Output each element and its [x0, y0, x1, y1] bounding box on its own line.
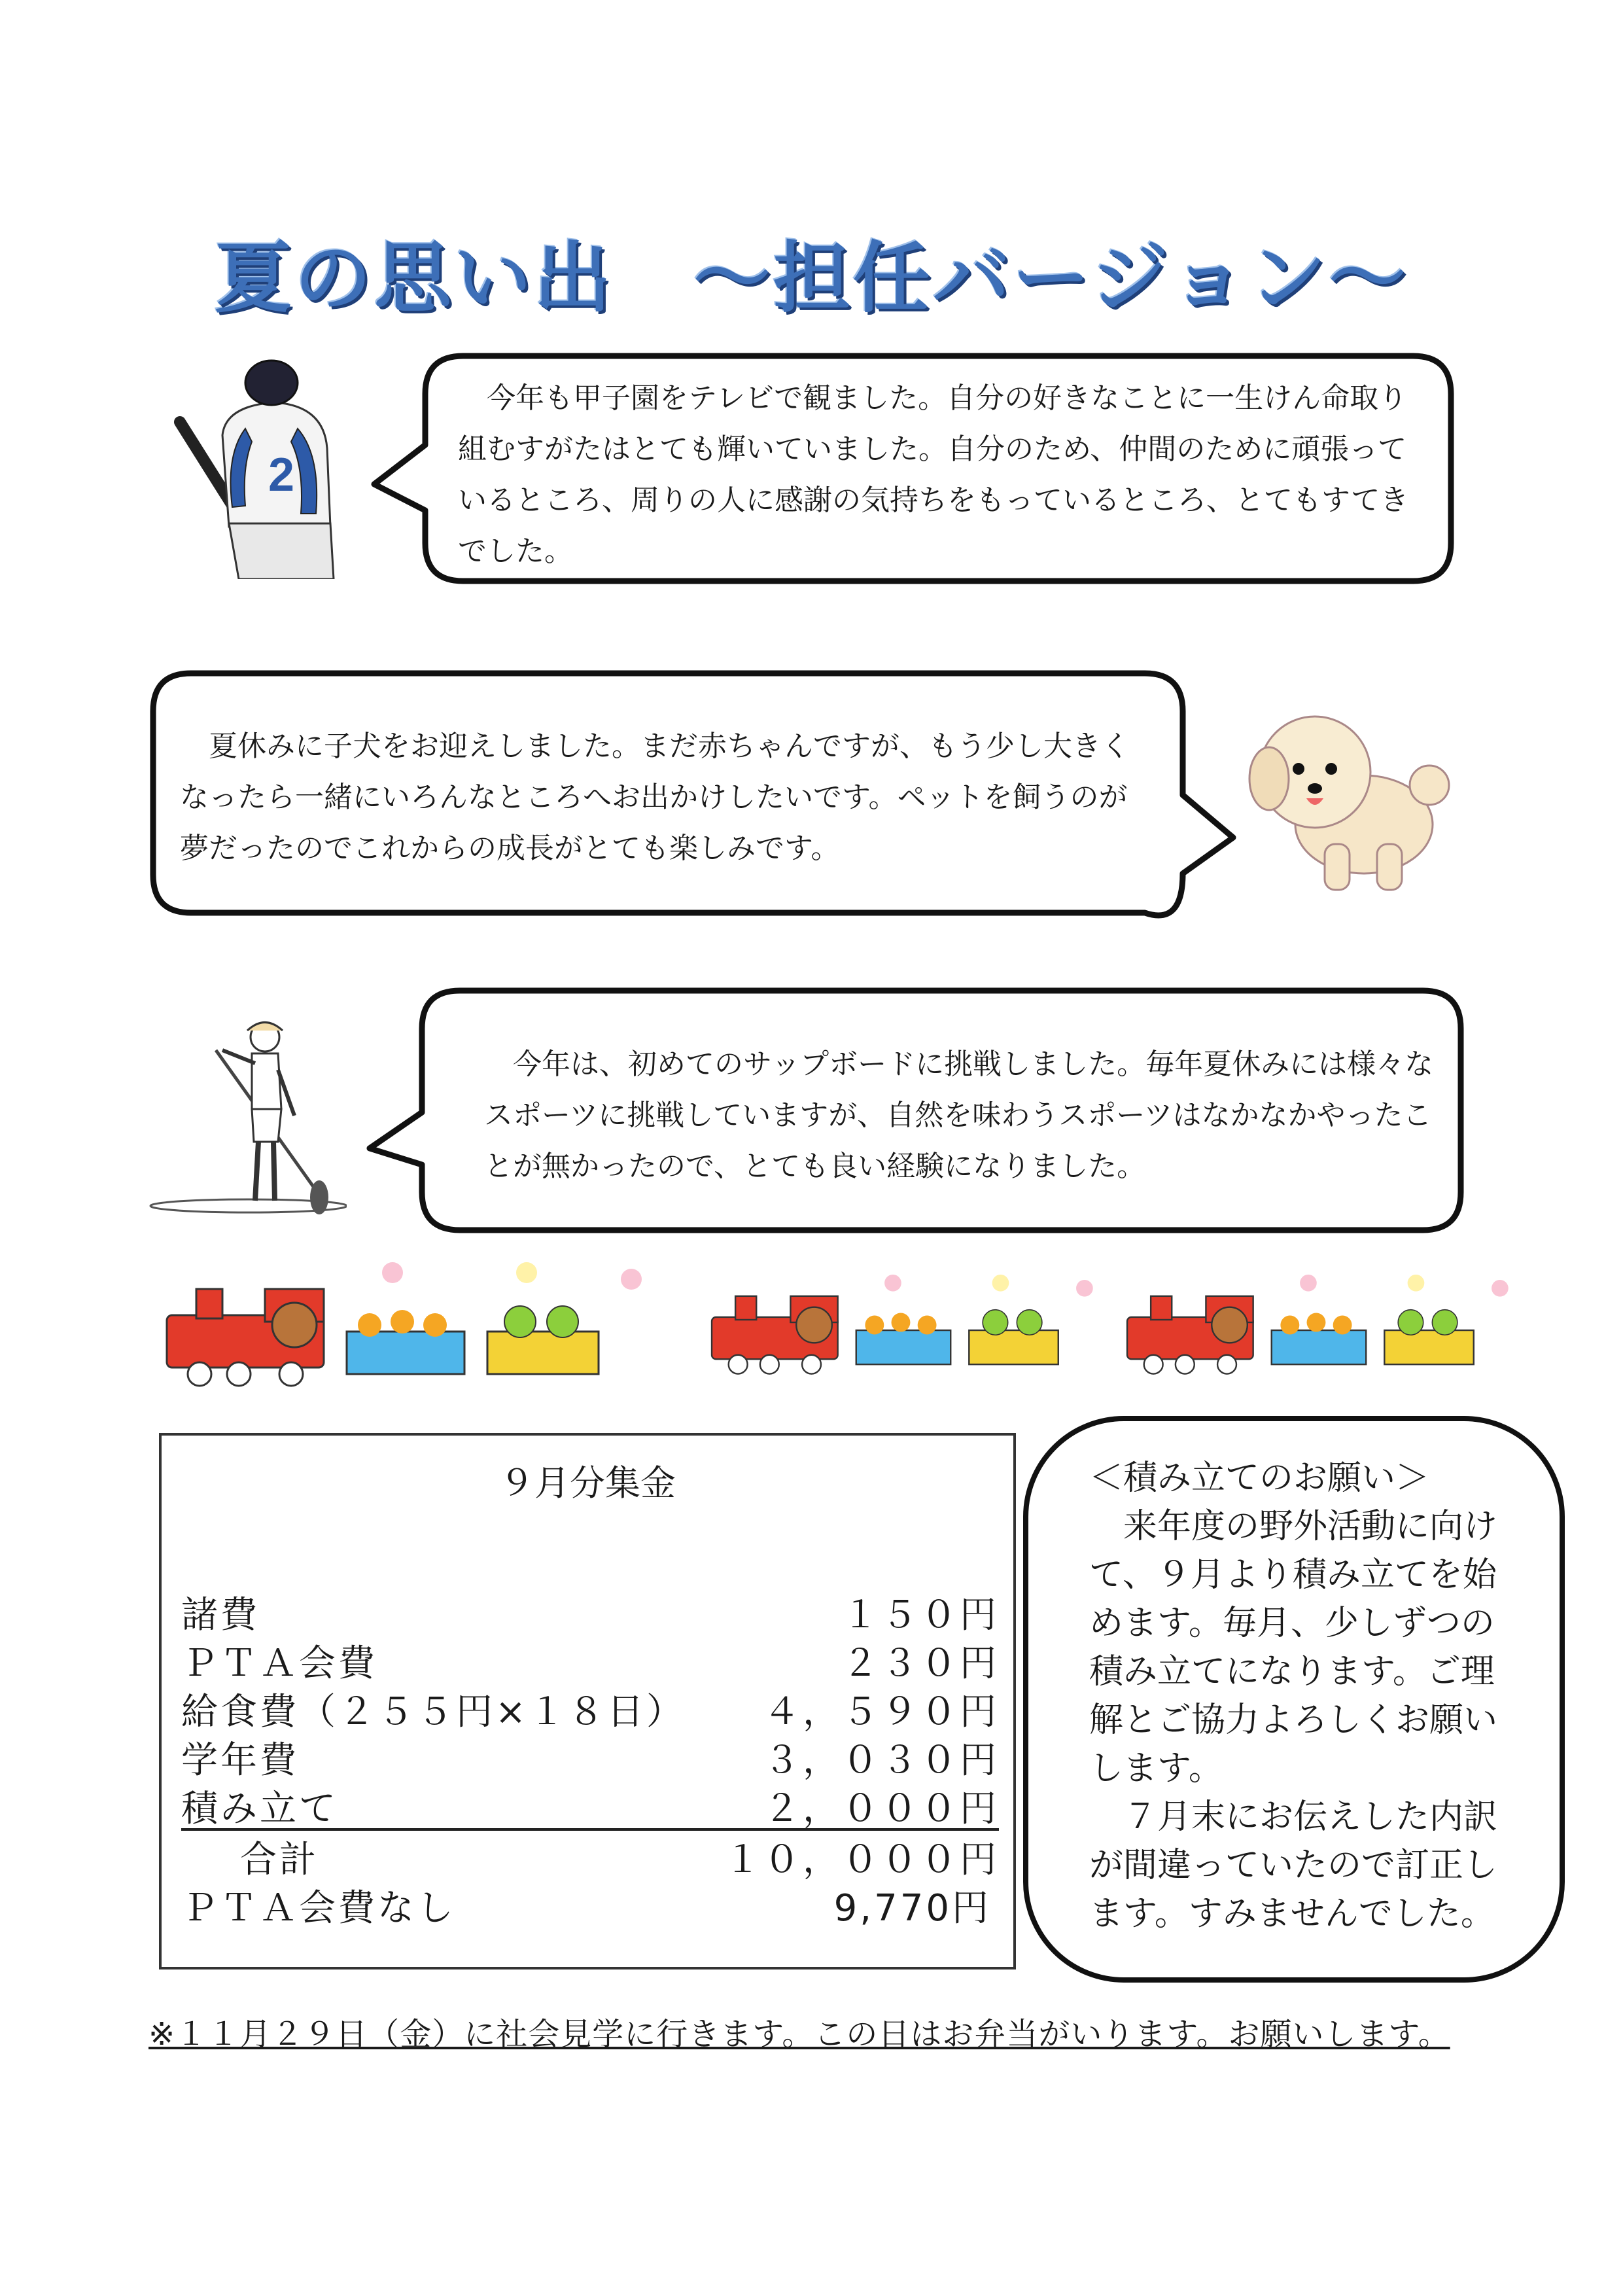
collection-total-row — [181, 1831, 999, 1879]
field-trip-note: ※１１月２９日（金）に社会見学に行きます。この日はお弁当がいります。お願いします。 — [148, 2016, 1450, 2053]
page-title: 夏の思い出 ～担任バージョン～ — [214, 233, 1409, 323]
row-label: ＰＴＡ会費 — [181, 1642, 377, 1685]
row-label: 積み立て — [181, 1788, 338, 1830]
row-label: 給食費（２５５円×１８日） — [181, 1691, 686, 1733]
collection-row — [181, 1586, 999, 1634]
collection-box — [159, 1433, 1016, 1969]
train-decoration-2 — [707, 1260, 1106, 1390]
row-amount: ４，５９０円 — [763, 1691, 999, 1733]
baseball-player-illustration — [167, 357, 383, 579]
collection-row — [181, 1683, 999, 1731]
bubble-3-text: 今年は、初めてのサップボードに挑戦しました。毎年夏休みには様々な スポーツに挑戦していますが、自然を味わうスポーツはなかなかやったこ とが無かったので、とても良い経験になりました。 — [484, 1048, 1434, 1183]
request-text: ＜積み立てのお願い＞ 来年度の野外活動に向け て、９月より積み立てを始 めます。毎月、少しずつの 積み立てになります。ご理 解とご協力よろしくお願い します。 ７月末にお伝えした内訳 が間違っていたので訂正し ます。すみませんでした。 — [1089, 1458, 1498, 1934]
row-label: 諸費 — [181, 1594, 260, 1636]
jersey-number: 2 — [268, 449, 295, 501]
row-amount: ２３０円 — [842, 1642, 999, 1685]
row-label: ＰＴＡ会費なし — [181, 1887, 456, 1930]
puppy-illustration — [1246, 707, 1459, 896]
row-amount: 9,770円 — [833, 1887, 991, 1930]
collection-title: ９月分集金 — [499, 1462, 676, 1504]
paddleboarder-illustration — [137, 1011, 347, 1227]
row-amount: ２，０００円 — [763, 1788, 999, 1830]
total-amount: １０，０００円 — [724, 1839, 999, 1881]
collection-row — [181, 1879, 999, 1928]
train-decoration-3 — [1122, 1260, 1521, 1390]
collection-row — [181, 1780, 999, 1831]
row-label: 学年費 — [181, 1739, 299, 1782]
total-label: 合計 — [240, 1839, 319, 1881]
collection-row — [181, 1634, 999, 1683]
bubble-2-text: 夏休みに子犬をお迎えしました。まだ赤ちゃんですが、もう少し大きく なったら一緒にいろんなところへお出かけしたいです。ペットを飼うのが 夢だったのでこれからの成長がとても楽しみです。 — [180, 730, 1130, 865]
train-decoration-1 — [160, 1260, 657, 1390]
row-amount: ３，０３０円 — [763, 1739, 999, 1782]
bubble-1-text: 今年も甲子園をテレビで観ました。自分の好きなことに一生けん命取り 組むすがたはとても輝いていました。自分のため、仲間のために頑張って いるところ、周りの人に感謝の気持ちをもっているところ、とてもすてき でした。 — [458, 381, 1409, 568]
collection-row — [181, 1731, 999, 1780]
row-amount: １５０円 — [842, 1594, 999, 1636]
